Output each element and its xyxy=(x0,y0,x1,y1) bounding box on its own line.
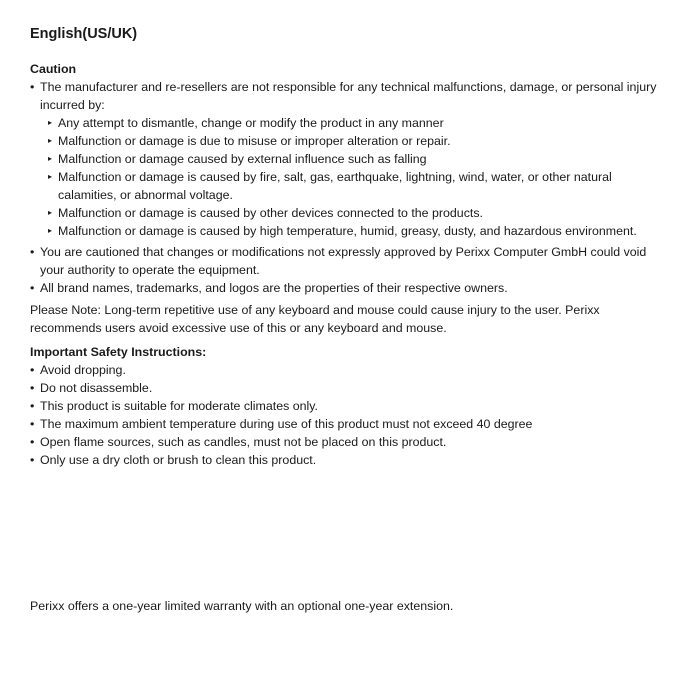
caution-item xyxy=(48,222,660,240)
caution-heading: Caution xyxy=(30,62,77,76)
caution-item-text: Malfunction or damage caused by external influence such as falling xyxy=(58,152,427,166)
manual-page xyxy=(30,24,660,469)
language-title: English(US/UK) xyxy=(30,26,138,42)
caution-item xyxy=(48,204,660,222)
caution-item xyxy=(48,114,660,132)
triangle-bullet-icon: ▸ xyxy=(48,226,53,235)
caution-item-text: Malfunction or damage is due to misuse or improper alteration or repair. xyxy=(58,134,451,148)
safety-item xyxy=(30,379,660,397)
bullet-icon: • xyxy=(30,281,35,295)
triangle-bullet-icon: ▸ xyxy=(48,208,53,217)
caution-intro-text: The manufacturer and re-resellers are not responsible for any technical malfunctions, damage, or personal injury incurred by: xyxy=(40,80,657,112)
bullet-icon: • xyxy=(30,453,35,467)
trademark-note-text: All brand names, trademarks, and logos are the properties of their respective owners. xyxy=(40,281,508,295)
caution-notes-list xyxy=(30,243,660,297)
bullet-icon: • xyxy=(30,417,35,431)
safety-item-text: Avoid dropping. xyxy=(40,363,126,377)
caution-item xyxy=(48,168,660,204)
safety-item-text: Open flame sources, such as candles, must not be placed on this product. xyxy=(40,435,447,449)
safety-item xyxy=(30,451,660,469)
safety-item-text: Do not disassemble. xyxy=(40,381,153,395)
trademark-note xyxy=(30,279,660,297)
caution-list xyxy=(30,78,660,114)
authority-note xyxy=(30,243,660,279)
caution-sublist xyxy=(30,114,660,240)
safety-item xyxy=(30,415,660,433)
authority-note-text: You are cautioned that changes or modifications not expressly approved by Perixx Computer GmbH could void your authority to operate the equipment. xyxy=(40,245,647,277)
caution-item-text: Malfunction or damage is caused by high temperature, humid, greasy, dusty, and hazardous environment. xyxy=(58,224,637,238)
caution-item-text: Malfunction or damage is caused by fire, salt, gas, earthquake, lightning, wind, water, or other natural calamities, or abnormal voltage. xyxy=(58,170,612,202)
safety-item-text: This product is suitable for moderate climates only. xyxy=(40,399,318,413)
bullet-icon: • xyxy=(30,80,35,94)
safety-item-text: Only use a dry cloth or brush to clean this product. xyxy=(40,453,317,467)
bullet-icon: • xyxy=(30,381,35,395)
bullet-icon: • xyxy=(30,435,35,449)
safety-section xyxy=(30,343,660,469)
safety-heading: Important Safety Instructions: xyxy=(30,345,207,359)
bullet-icon: • xyxy=(30,399,35,413)
warranty-statement: Perixx offers a one-year limited warranty with an optional one-year extension. xyxy=(30,599,454,613)
safety-list xyxy=(30,361,660,469)
bullet-icon: • xyxy=(30,363,35,377)
safety-item xyxy=(30,433,660,451)
caution-intro xyxy=(30,78,660,114)
triangle-bullet-icon: ▸ xyxy=(48,136,53,145)
caution-item-text: Malfunction or damage is caused by other devices connected to the products. xyxy=(58,206,483,220)
caution-item xyxy=(48,132,660,150)
please-note: Please Note: Long-term repetitive use of any keyboard and mouse could cause injury to the user. Perixx recommends users avoid excessive use of this or any keyboard and mouse. xyxy=(30,303,600,335)
safety-item xyxy=(30,361,660,379)
bullet-icon: • xyxy=(30,245,35,259)
safety-item xyxy=(30,397,660,415)
triangle-bullet-icon: ▸ xyxy=(48,118,53,127)
triangle-bullet-icon: ▸ xyxy=(48,172,53,181)
triangle-bullet-icon: ▸ xyxy=(48,154,53,163)
caution-item xyxy=(48,150,660,168)
safety-item-text: The maximum ambient temperature during use of this product must not exceed 40 degree xyxy=(40,417,533,431)
caution-item-text: Any attempt to dismantle, change or modify the product in any manner xyxy=(58,116,444,130)
